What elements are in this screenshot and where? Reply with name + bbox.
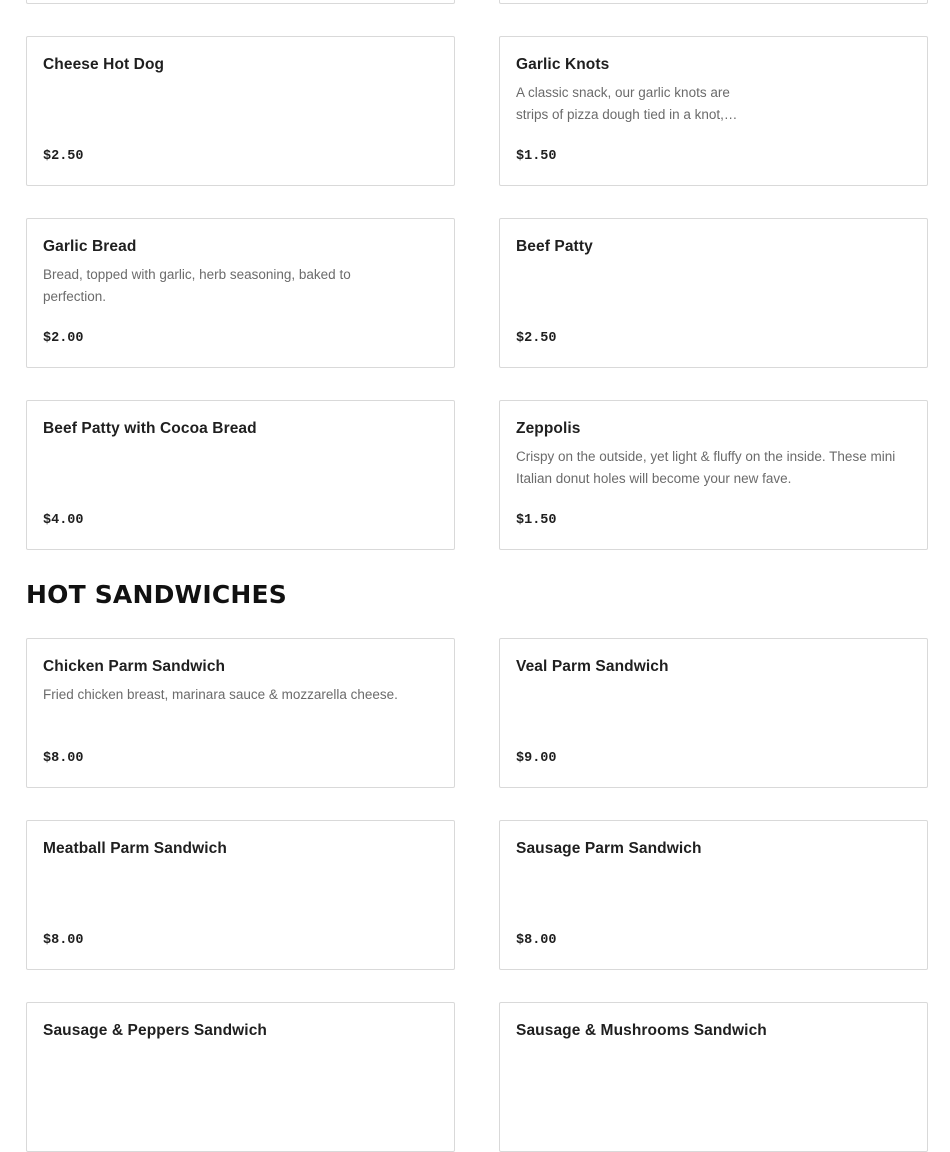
menu-grid-hot-sandwiches bbox=[26, 638, 928, 1152]
menu-item-price: $9.00 bbox=[516, 751, 557, 766]
menu-item-card-partial[interactable] bbox=[499, 0, 928, 4]
menu-item-name: Garlic Bread bbox=[43, 238, 137, 255]
menu-item-card[interactable] bbox=[499, 1002, 928, 1152]
section-title: HOT SANDWICHES bbox=[26, 580, 287, 609]
menu-item-description: Crispy on the outside, yet light & fluffy on the inside. These mini Italian donut holes will become your new fave. bbox=[516, 449, 896, 486]
menu-item-name: Beef Patty with Cocoa Bread bbox=[43, 420, 257, 437]
menu-item-name: Meatball Parm Sandwich bbox=[43, 840, 227, 857]
menu-item-card[interactable] bbox=[499, 400, 928, 550]
menu-item-price: $2.50 bbox=[516, 331, 557, 346]
menu-item-name: Sausage & Peppers Sandwich bbox=[43, 1022, 267, 1039]
menu-item-card[interactable] bbox=[26, 820, 455, 970]
menu-item-description: Fried chicken breast, marinara sauce & mozzarella cheese. bbox=[43, 687, 398, 702]
menu-item-price: $8.00 bbox=[43, 751, 84, 766]
menu-item-name: Cheese Hot Dog bbox=[43, 56, 165, 73]
menu-item-price: $1.50 bbox=[516, 513, 557, 528]
menu-item-name: Zeppolis bbox=[516, 420, 581, 437]
menu-item-card[interactable] bbox=[26, 638, 455, 788]
menu-item-price: $2.50 bbox=[43, 149, 84, 164]
menu-item-name: Chicken Parm Sandwich bbox=[43, 658, 226, 675]
menu-item-card[interactable] bbox=[26, 1002, 455, 1152]
menu-item-card[interactable] bbox=[26, 400, 455, 550]
menu-grid-section-1 bbox=[26, 36, 928, 550]
menu-item-card[interactable] bbox=[26, 36, 455, 186]
menu-grid-top-partial bbox=[26, 0, 928, 4]
menu-item-card[interactable] bbox=[499, 638, 928, 788]
menu-item-name: Sausage & Mushrooms Sandwich bbox=[516, 1022, 767, 1039]
menu-item-description: Bread, topped with garlic, herb seasoning, baked to perfection. bbox=[43, 267, 351, 304]
menu-item-name: Beef Patty bbox=[516, 238, 593, 255]
menu-item-card[interactable] bbox=[499, 820, 928, 970]
menu-item-card[interactable] bbox=[499, 36, 928, 186]
menu-item-price: $8.00 bbox=[43, 933, 84, 948]
menu-item-card[interactable] bbox=[499, 218, 928, 368]
menu-item-price: $1.50 bbox=[516, 149, 557, 164]
menu-item-price: $2.00 bbox=[43, 331, 84, 346]
menu-item-description: A classic snack, our garlic knots are strips of pizza dough tied in a knot,… bbox=[516, 85, 738, 122]
menu-item-name: Garlic Knots bbox=[516, 56, 610, 73]
menu-item-price: $4.00 bbox=[43, 513, 84, 528]
menu-item-card-partial[interactable] bbox=[26, 0, 455, 4]
menu-item-card[interactable] bbox=[26, 218, 455, 368]
menu-item-name: Veal Parm Sandwich bbox=[516, 658, 669, 675]
menu-item-name: Sausage Parm Sandwich bbox=[516, 840, 702, 857]
menu-item-price: $8.00 bbox=[516, 933, 557, 948]
